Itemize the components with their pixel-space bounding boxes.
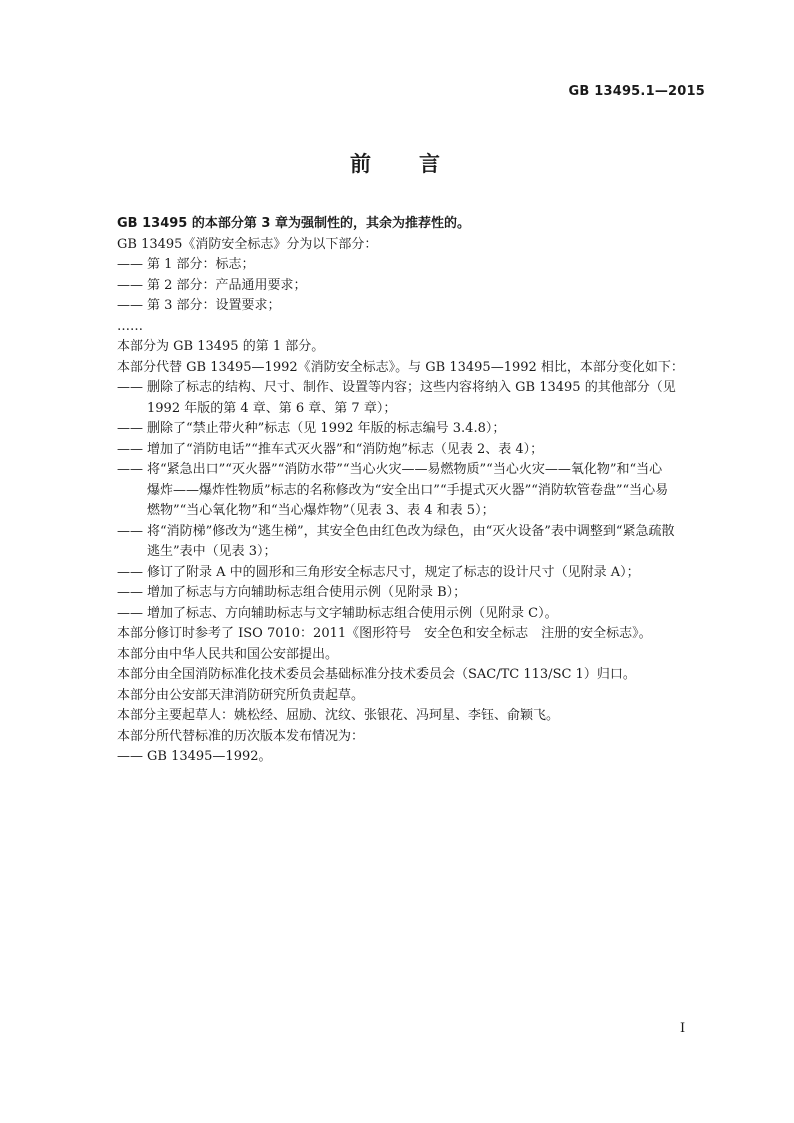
change-item-6: —— 修订了附录 A 中的圆形和三角形安全标志尺寸，规定了标志的设计尺寸（见附录 A）； bbox=[117, 564, 640, 580]
mandatory-statement: GB 13495 的本部分第 3 章为强制性的，其余为推荐性的。 bbox=[117, 216, 470, 231]
change-item-7: —— 增加了标志与方向辅助标志组合使用示例（见附录 B）； bbox=[117, 585, 467, 600]
replaces-statement: 本部分代替 GB 13495—1992《消防安全标志》。与 GB 13495—1992 相比，本部分变化如下： bbox=[117, 359, 684, 375]
title-char-1: 前 bbox=[350, 152, 375, 176]
part-item-1: —— 第 1 部分：标志； bbox=[117, 257, 255, 272]
ellipsis: …… bbox=[117, 318, 143, 334]
this-part-statement: 本部分为 GB 13495 的第 1 部分。 bbox=[117, 339, 325, 354]
reference-statement: 本部分修订时参考了 ISO 7010：2011《图形符号 安全色和安全标志 注册的安全标志》。 bbox=[117, 626, 652, 641]
standard-number: GB 13495.1—2015 bbox=[568, 84, 705, 99]
change-item-4: —— 将“紧急出口”“灭火器”“消防水带”“当心火灾——易燃物质”“当心火灾——氧化物”和“当心 爆炸——爆炸性物质”标志的名称修改为“安全出口”“手提式灭火器”“消防软管卷盘”“当心易 燃物”“当心氧化物”和“当心爆炸物”（见表 3、表 4 和表 5）； bbox=[117, 462, 669, 518]
foreword-body bbox=[117, 214, 705, 768]
change-item-5: —— 将“消防梯”修改为“逃生梯”，其安全色由红色改为绿色，由“灭火设备”表中调整到“紧急疏散 逃生”表中（见表 3）； bbox=[117, 523, 675, 559]
change-item-1: —— 删除了标志的结构、尺寸、制作、设置等内容；这些内容将纳入 GB 13495 的其他部分（见 1992 年版的第 4 章、第 6 章、第 7 章）； bbox=[117, 380, 676, 416]
title-char-2: 言 bbox=[419, 152, 444, 176]
drafting-organization: 本部分由公安部天津消防研究所负责起草。 bbox=[117, 687, 365, 703]
change-item-8: —— 增加了标志、方向辅助标志与文字辅助标志组合使用示例（见附录 C）。 bbox=[117, 605, 558, 621]
managed-by: 本部分由全国消防标准化技术委员会基础标准分技术委员会（SAC/TC 113/SC 1）归口。 bbox=[117, 667, 636, 682]
change-item-2: —— 删除了“禁止带火种”标志（见 1992 年版的标志编号 3.4.8）； bbox=[117, 421, 506, 436]
page-number: I bbox=[680, 1021, 686, 1036]
parts-intro: GB 13495《消防安全标志》分为以下部分： bbox=[117, 236, 378, 252]
drafters: 本部分主要起草人：姚松经、屈励、沈纹、张银花、冯珂星、李钰、俞颖飞。 bbox=[117, 708, 560, 723]
page-title bbox=[0, 150, 794, 178]
part-item-2: —— 第 2 部分：产品通用要求； bbox=[117, 277, 307, 293]
history-item-1: —— GB 13495—1992。 bbox=[117, 749, 272, 764]
part-item-3: —— 第 3 部分：设置要求； bbox=[117, 298, 281, 313]
history-intro: 本部分所代替标准的历次版本发布情况为： bbox=[117, 728, 365, 744]
change-item-3: —— 增加了“消防电话”“推车式灭火器”和“消防炮”标志（见表 2、表 4）； bbox=[117, 441, 544, 457]
proposed-by: 本部分由中华人民共和国公安部提出。 bbox=[117, 646, 339, 662]
